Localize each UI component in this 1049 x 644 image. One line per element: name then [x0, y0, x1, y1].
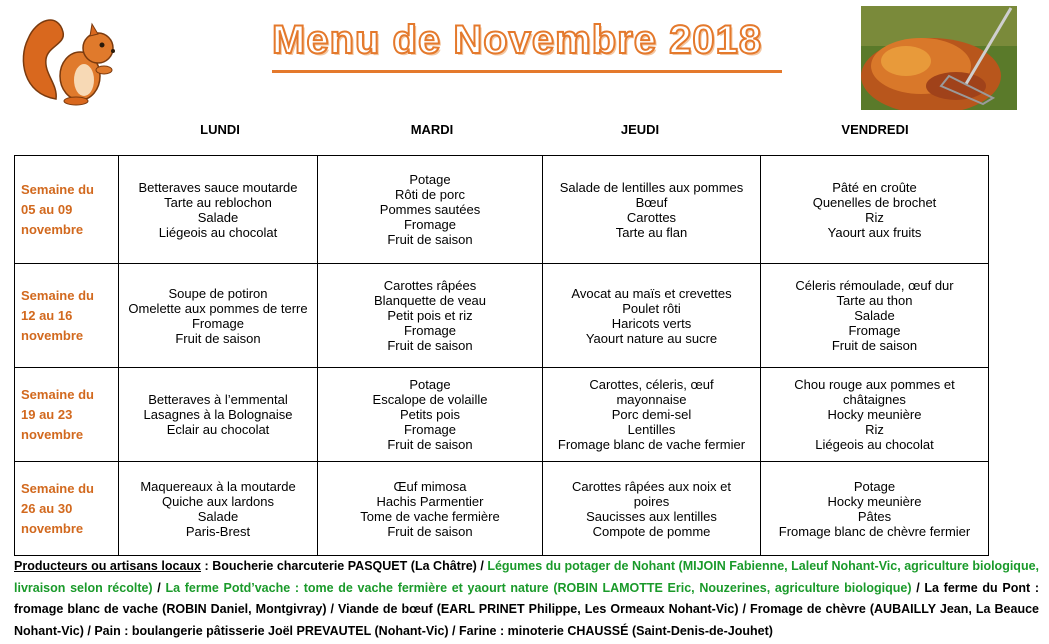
dish-item: Rôti de porc	[394, 187, 466, 202]
page-title: Menu de Novembre 2018	[272, 18, 763, 62]
dish-item: Œuf mimosa	[393, 478, 467, 494]
dish-item: châtaignes	[843, 392, 906, 407]
week-row	[15, 264, 989, 368]
dish-item: Betteraves à l’emmental	[148, 392, 288, 407]
dish-item: Tarte au flan	[615, 224, 688, 240]
dish-item: Céleris rémoulade, œuf dur	[795, 278, 954, 293]
menu-cell-jeudi	[543, 156, 761, 264]
dish-item: Haricots verts	[611, 315, 692, 331]
producers-heading: Producteurs ou artisans locaux	[14, 559, 201, 573]
menu-cell-lundi	[119, 156, 318, 264]
menu-cell-vendredi	[761, 368, 989, 462]
dish-item: Salade	[854, 308, 895, 323]
dish-item: Tome de vache fermière	[360, 508, 500, 524]
dish-item: Chou rouge aux pommes et	[794, 377, 955, 392]
menu-cell-jeudi	[543, 462, 761, 556]
dish-item: poires	[633, 493, 670, 509]
day-header-vendredi: VENDREDI	[841, 122, 909, 137]
producers-part-3: /	[152, 580, 166, 595]
dish-item: Fruit de saison	[831, 338, 918, 353]
dish-item: Lasagnes à la Bolognaise	[143, 407, 293, 422]
producers-part-2: Légumes du potager de Nohant (MIJOIN Fabienne, Laleuf Nohant-Vic, agriculture biologique, livraison selon récolte)	[14, 559, 1039, 595]
dish-item: Carottes, céleris, œuf	[589, 377, 714, 392]
week-row	[15, 368, 989, 462]
dish-item: Petit pois et riz	[387, 308, 473, 323]
day-header-lundi: LUNDI	[200, 122, 240, 137]
dish-item: Yaourt aux fruits	[827, 224, 922, 240]
week-label-line: Semaine du	[21, 480, 94, 496]
dish-item: Liégeois au chocolat	[158, 224, 278, 240]
title-underline	[272, 70, 782, 73]
dish-item: Omelette aux pommes de terre	[128, 300, 308, 316]
producers-colon: :	[201, 559, 213, 573]
producers-part-4: La ferme Potd’vache : tome de vache fermière et yaourt nature (ROBIN LAMOTTE Eric, Nouzerines, agriculture biologique)	[165, 580, 912, 595]
producers-part-1: Boucherie charcuterie PASQUET (La Châtre) /	[212, 559, 488, 573]
dish-item: mayonnaise	[616, 392, 687, 407]
dish-item: Fromage	[403, 217, 457, 232]
dish-item: Yaourt nature au sucre	[585, 330, 718, 346]
menu-cell-jeudi	[543, 264, 761, 368]
dish-item: Potage	[409, 377, 451, 392]
menu-cell-vendredi	[761, 264, 989, 368]
dish-item: Quiche aux lardons	[161, 493, 274, 509]
week-label-line: Semaine du	[21, 386, 94, 402]
menu-cell-mardi	[318, 462, 543, 556]
week-label	[15, 156, 119, 264]
dish-item: Bœuf	[635, 194, 668, 210]
week-label-line: 26 au 30	[21, 500, 73, 516]
dish-item: Saucisses aux lentilles	[586, 508, 717, 524]
dish-item: Pâté en croûte	[832, 179, 917, 195]
week-label-line: novembre	[21, 520, 84, 536]
dish-item: Salade	[197, 209, 239, 225]
menu-cell-vendredi	[761, 462, 989, 556]
dish-item: Carottes râpées	[383, 278, 477, 293]
dish-item: Fruit de saison	[387, 437, 473, 452]
week-row	[15, 156, 989, 264]
dish-item: Escalope de volaille	[372, 392, 488, 407]
day-header-jeudi: JEUDI	[620, 122, 660, 137]
dish-item: Hocky meunière	[827, 407, 922, 422]
dish-item: Salade de lentilles aux pommes	[559, 179, 744, 195]
dish-item: Riz	[865, 209, 884, 225]
dish-item: Betteraves sauce moutarde	[138, 179, 298, 195]
dish-item: Fromage	[403, 323, 457, 338]
dish-item: Tarte au thon	[836, 293, 913, 308]
week-label-line: Semaine du	[21, 287, 94, 303]
menu-cell-lundi	[119, 264, 318, 368]
menu-cell-mardi	[318, 368, 543, 462]
day-header-mardi: MARDI	[410, 122, 454, 137]
dish-item: Poulet rôti	[622, 300, 681, 316]
producers-part-5: / La ferme du Pont : fromage blanc de vache (ROBIN Daniel, Montgivray) / Viande de bœuf (EARL PRINET Philippe, Les Ormeaux Nohant-Vic) / Fromage de chèvre (AUBAILLY Jean, La Beauce Nohant-Vic) / Pain : boulangerie pâtisserie Joël PREVAUTEL (Nohant-Vic) / Farine : minoterie CHAUSSÉ (Saint-Denis-de-Jouhet)	[14, 580, 1039, 638]
week-label	[15, 368, 119, 462]
dish-item: Lentilles	[627, 422, 676, 437]
dish-item: Salade	[197, 508, 239, 524]
week-label-line: novembre	[21, 327, 84, 343]
squirrel-icon	[18, 4, 128, 109]
menu-cell-lundi	[119, 368, 318, 462]
dish-item: Fromage blanc de chèvre fermier	[778, 523, 971, 539]
week-label-line: Semaine du	[21, 181, 94, 197]
week-label-line: novembre	[21, 426, 84, 442]
dish-item: Pâtes	[857, 508, 892, 524]
dish-item: Pommes sautées	[379, 202, 481, 217]
autumn-leaves-image	[861, 6, 1017, 110]
menu-cell-jeudi	[543, 368, 761, 462]
dish-item: Potage	[409, 172, 451, 187]
menu-cell-vendredi	[761, 156, 989, 264]
dish-item: Liégeois au chocolat	[815, 437, 934, 452]
dish-item: Fromage	[191, 315, 245, 331]
producers-footer	[14, 556, 1039, 642]
dish-item: Soupe de potiron	[168, 285, 268, 301]
dish-item: Compote de pomme	[592, 523, 711, 539]
dish-item: Blanquette de veau	[373, 293, 487, 308]
week-label-line: 19 au 23	[21, 406, 73, 422]
week-row	[15, 462, 989, 556]
dish-item: Paris-Brest	[185, 523, 251, 539]
dish-item: Fruit de saison	[387, 232, 473, 247]
dish-item: Porc demi-sel	[611, 407, 692, 422]
dish-item: Riz	[865, 422, 884, 437]
menu-cell-mardi	[318, 264, 543, 368]
week-label-line: 05 au 09	[21, 201, 73, 217]
menu-table	[14, 155, 989, 556]
week-label	[15, 462, 119, 556]
menu-cell-lundi	[119, 462, 318, 556]
dish-item: Hachis Parmentier	[376, 493, 484, 509]
week-label-line: 12 au 16	[21, 307, 73, 323]
dish-item: Tarte au reblochon	[164, 194, 272, 210]
dish-item: Fromage blanc de vache fermier	[557, 437, 746, 452]
dish-item: Fruit de saison	[387, 338, 473, 353]
dish-item: Eclair au chocolat	[166, 422, 270, 437]
dish-item: Carottes râpées aux noix et	[572, 478, 731, 494]
dish-item: Maquereaux à la moutarde	[140, 478, 296, 494]
dish-item: Fruit de saison	[175, 330, 261, 346]
week-label-line: novembre	[21, 221, 84, 237]
dish-item: Fruit de saison	[387, 523, 473, 539]
menu-cell-mardi	[318, 156, 543, 264]
dish-item: Petits pois	[400, 407, 460, 422]
dish-item: Carottes	[626, 209, 677, 225]
dish-item: Fromage	[848, 323, 901, 338]
week-label	[15, 264, 119, 368]
dish-item: Potage	[853, 478, 896, 494]
dish-item: Fromage	[403, 422, 457, 437]
dish-item: Quenelles de brochet	[812, 194, 937, 210]
dish-item: Hocky meunière	[827, 493, 922, 509]
dish-item: Avocat au maïs et crevettes	[571, 285, 732, 301]
